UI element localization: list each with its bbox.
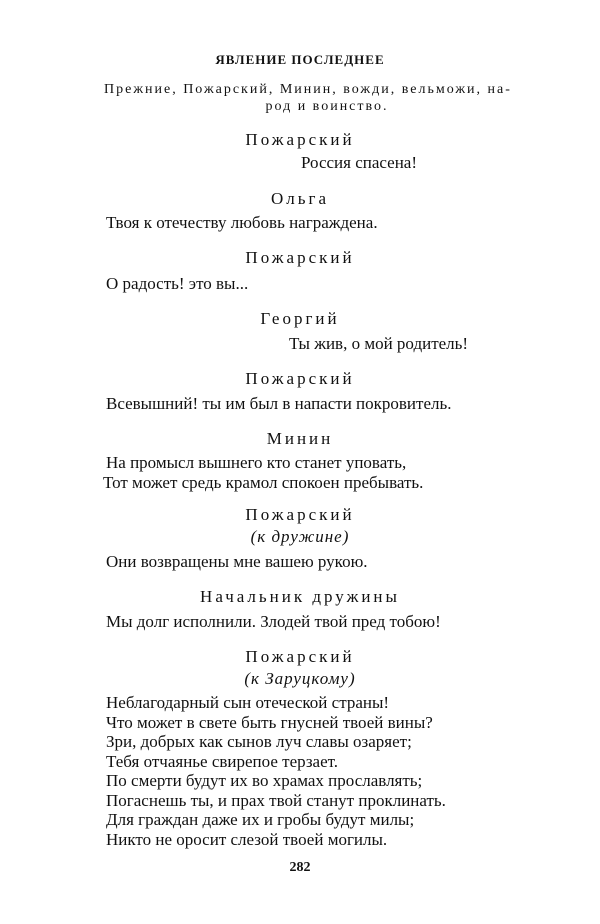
- speaker-name: Ольга: [270, 189, 330, 208]
- speaker-name: Пожарский: [245, 505, 355, 524]
- speaker-name: Пожарский: [245, 130, 355, 149]
- speaker-name: Георгий: [260, 309, 340, 328]
- dialogue-line: Россия спасена!: [301, 153, 418, 172]
- verse-line: Что может в свете быть гнусней твоей вины?: [106, 712, 433, 732]
- dialogue-line: Тот может средь крамол спокоен пребывать.: [103, 473, 424, 492]
- verse-line: Никто не оросит слезой твоей могилы.: [106, 829, 388, 849]
- dialogue-line: Твоя к отечеству любовь награждена.: [106, 213, 378, 232]
- stage-direction-inline: (к Заруцкому): [244, 669, 356, 688]
- stage-direction-line-2: род и воинство.: [265, 99, 389, 114]
- dialogue-line: На промысл вышнего кто станет уповать,: [106, 453, 407, 472]
- dialogue-line: Всевышний! ты им был в напасти покровитель.: [106, 394, 452, 413]
- stage-direction: [104, 81, 550, 115]
- speaker-name: Начальник дружины: [200, 587, 400, 606]
- speaker-name: Пожарский: [245, 248, 355, 267]
- verse-line: Зри, добрых как сынов луч славы озаряет;: [106, 732, 412, 751]
- dialogue-line: Мы долг исполнили. Злодей твой пред тобою!: [106, 612, 441, 631]
- verse-line: Неблагодарный сын отеческой страны!: [106, 693, 390, 712]
- stage-direction-inline: (к дружине): [250, 527, 350, 546]
- verse-line: Для граждан даже их и гробы будут милы;: [106, 810, 415, 829]
- speaker-name: Пожарский: [245, 369, 355, 388]
- page-number: 282: [289, 860, 311, 875]
- dialogue-line: О радость! это вы...: [106, 274, 249, 293]
- verse-block: [106, 693, 446, 849]
- dialogue-line: Они возвращены мне вашею рукою.: [106, 552, 368, 571]
- stage-direction-line-1: Прежние, Пожарский, Минин, вожди, вельможи, на-: [104, 82, 512, 97]
- scene-heading: ЯВЛЕНИЕ ПОСЛЕДНЕЕ: [215, 52, 385, 67]
- dialogue-line: Ты жив, о мой родитель!: [289, 334, 469, 353]
- verse-line: Тебя отчаянье свирепое терзает.: [106, 751, 339, 771]
- verse-line: Погаснешь ты, и прах твой станут проклинать.: [106, 790, 446, 810]
- speaker-name: Минин: [266, 429, 334, 448]
- speaker-name: Пожарский: [245, 647, 355, 666]
- verse-line: По смерти будут их во храмах прославлять;: [106, 771, 423, 790]
